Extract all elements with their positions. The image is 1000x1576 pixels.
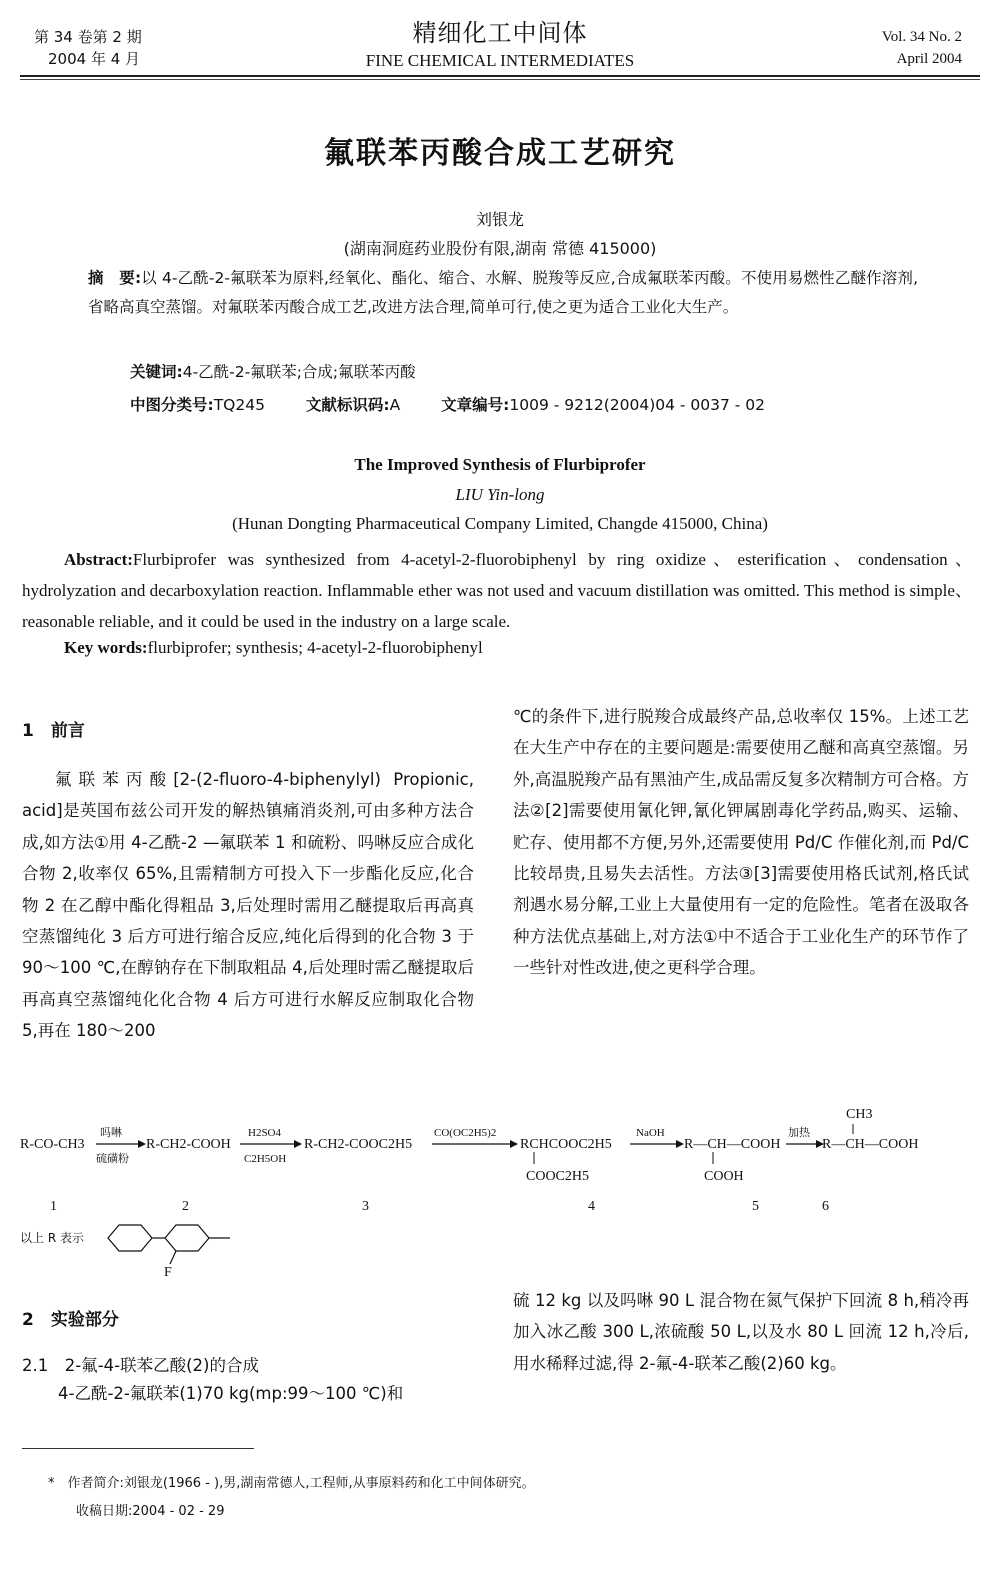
arrow5-top: 加热 [788,1127,810,1139]
article-no-value: 1009 - 9212(2004)04 - 0037 - 02 [509,396,766,414]
section2-heading: 2 实验部分 [22,1310,119,1330]
doc-code-label: 文献标识码: [305,396,390,414]
label-1: 1 [50,1199,57,1214]
footnote-author-intro: * 作者简介:刘银龙(1966 - ),男,湖南常德人,工程师,从事原料药和化工中间体研究。 [48,1476,535,1491]
section1-col2: ℃的条件下,进行脱羧合成最终产品,总收率仅 15%。上述工艺在大生产中存在的主要问题是:需要使用乙醚和高真空蒸馏。另外,高温脱羧产品有黑油产生,成品需反复多次精制方可合格。方法②[2]需要使用氰化钾,氰化钾属剧毒化学药品,购买、运输、贮存、使用都不方便,另外,还需要使用 Pd/C 作催化剂,而 Pd/C 比较昂贵,且易失去活性。方法③[3]需要使用格氏试剂,格氏试剂遇水易分解,工业上大量使用有一定的危险性。笔者在汲取各种方法优点基础上,对方法①中不适合于工业化生产的环节作了一些针对性改进,使之更科学合理。 [513,707,969,978]
header-volume-en [882,26,962,70]
keywords-cn [130,360,416,382]
arrow1-bottom: 硫磺粉 [96,1153,129,1165]
abstract-cn [88,264,918,322]
compound-5: R—CH—COOH [684,1137,781,1152]
section1-col1: 氟联苯丙酸[2-(2-fluoro-4-biphenylyl) Propionic, acid]是英国布兹公司开发的解热镇痛消炎剂,可由多种方法合成,如方法①用 4-乙酰-2 —氟联苯 1 和硫粉、吗啉反应合成化合物 2,收率仅 65%,且需精制方可投入下一步酯化反应,化合物 2 在乙醇中酯化得粗品 3,后处理时需用乙醚提取后再高真空蒸馏纯化 3 后方可进行缩合反应,纯化后得到的化合物 3 于 90～100 ℃,在醇钠存在下制取粗品 4,后处理时需乙醚提取后再高真空蒸馏纯化化合物 4 后方可进行水解反应制取化合物 5,再在 180～200 [22,770,474,1041]
english-keywords-text: flurbiprofer; synthesis; 4-acetyl-2-fluorobiphenyl [147,638,483,657]
section1-heading: 1 前言 [22,721,85,741]
label-6: 6 [822,1199,829,1214]
header-rule-thin [20,79,980,80]
english-abstract-text: Flurbiprofer was synthesized from 4-acetyl-2-fluorobiphenyl by ring oxidize、esterification、condensation、hydrolyzation and decarboxylation reaction. Inflammable ether was not used and vacuum distillation was omitted. This method is simple、reasonable reliable, and it could be used in the industry on a large scale. [22,550,972,631]
abstract-cn-text: 以 4-乙酰-2-氟联苯为原料,经氧化、酯化、缩合、水解、脱羧等反应,合成氟联苯丙酸。不使用易燃性乙醚作溶剂,省略高真空蒸馏。对氟联苯丙酸合成工艺,改进方法合理,简单可行,使之更为适合工业化大生产。 [88,269,918,316]
english-author: LIU Yin-long [455,485,545,504]
keywords-cn-label: 关键词: [130,363,183,381]
compound-4: RCHCOOC2H5 [520,1137,612,1152]
reaction-scheme [20,1100,980,1280]
clc-value: TQ245 [213,396,265,414]
compound-2: R-CH2-COOH [146,1137,231,1152]
volume-cn: 第 34 卷第 2 期 [34,28,142,46]
english-abstract [22,544,972,637]
english-abstract-label: Abstract: [64,550,133,569]
arrow3-top: CO(OC2H5)2 [434,1127,497,1139]
compound-4-substituent: COOC2H5 [526,1169,590,1184]
date-en: April 2004 [896,51,962,67]
section2-col1: 4-乙酰-2-氟联苯(1)70 kg(mp:99～100 ℃)和 [58,1384,404,1403]
abstract-cn-label: 摘 要: [88,269,142,287]
biphenyl-structure [108,1225,230,1264]
compound-1: R-CO-CH3 [20,1137,85,1152]
doc-code-value: A [389,396,401,414]
journal-name-cn: 精细化工中间体 [412,19,588,47]
label-5: 5 [752,1199,759,1214]
footnote-rule [22,1448,254,1449]
clc-label: 中图分类号: [130,396,214,414]
arrow2-bottom: C2H5OH [244,1153,287,1165]
english-keywords [64,638,483,658]
volume-en: Vol. 34 No. 2 [881,29,962,45]
subsection-2-1-heading: 2.1 2-氟-4-联苯乙酸(2)的合成 [22,1356,259,1375]
label-2: 2 [182,1199,189,1214]
footnote-received-date: 收稿日期:2004 - 02 - 29 [76,1504,225,1519]
compound-5-substituent: COOH [704,1169,744,1184]
section2-col2: 硫 12 kg 以及吗啉 90 L 混合物在氮气保护下回流 8 h,稍冷再加入冰乙酸 300 L,浓硫酸 50 L,以及水 80 L 回流 12 h,冷后,用水稀释过滤,得 2-氟-4-联苯乙酸(2)60 kg。 [513,1291,969,1373]
compound-6-substituent: CH3 [846,1107,873,1122]
label-3: 3 [362,1199,369,1214]
english-keywords-label: Key words: [64,638,148,657]
english-title: The Improved Synthesis of Flurbiprofer [354,455,646,474]
arrow2-top: H2SO4 [248,1127,282,1139]
r-group-label: 以上 R 表示 [20,1231,84,1245]
arrow4-top: NaOH [636,1127,665,1139]
author-name: 刘银龙 [475,210,524,229]
date-cn: 2004 年 4 月 [48,50,141,68]
article-no-label: 文章编号: [441,396,510,414]
header-rule [20,75,980,77]
author-affiliation: (湖南洞庭药业股份有限,湖南 常德 415000) [343,239,657,258]
english-affiliation: (Hunan Dongting Pharmaceutical Company Limited, Changde 415000, China) [232,514,768,533]
compound-3: R-CH2-COOC2H5 [304,1137,413,1152]
fluorine-label: F [164,1265,172,1280]
journal-name-en: FINE CHEMICAL INTERMEDIATES [365,51,635,70]
paper-title: 氟联苯丙酸合成工艺研究 [324,136,676,171]
classification-line [130,393,801,415]
journal-header [0,18,1000,72]
keywords-cn-text: 4-乙酰-2-氟联苯;合成;氟联苯丙酸 [182,363,416,381]
compound-6: R—CH—COOH [822,1137,919,1152]
label-4: 4 [588,1199,595,1214]
arrow1-top: 吗啉 [100,1127,122,1139]
